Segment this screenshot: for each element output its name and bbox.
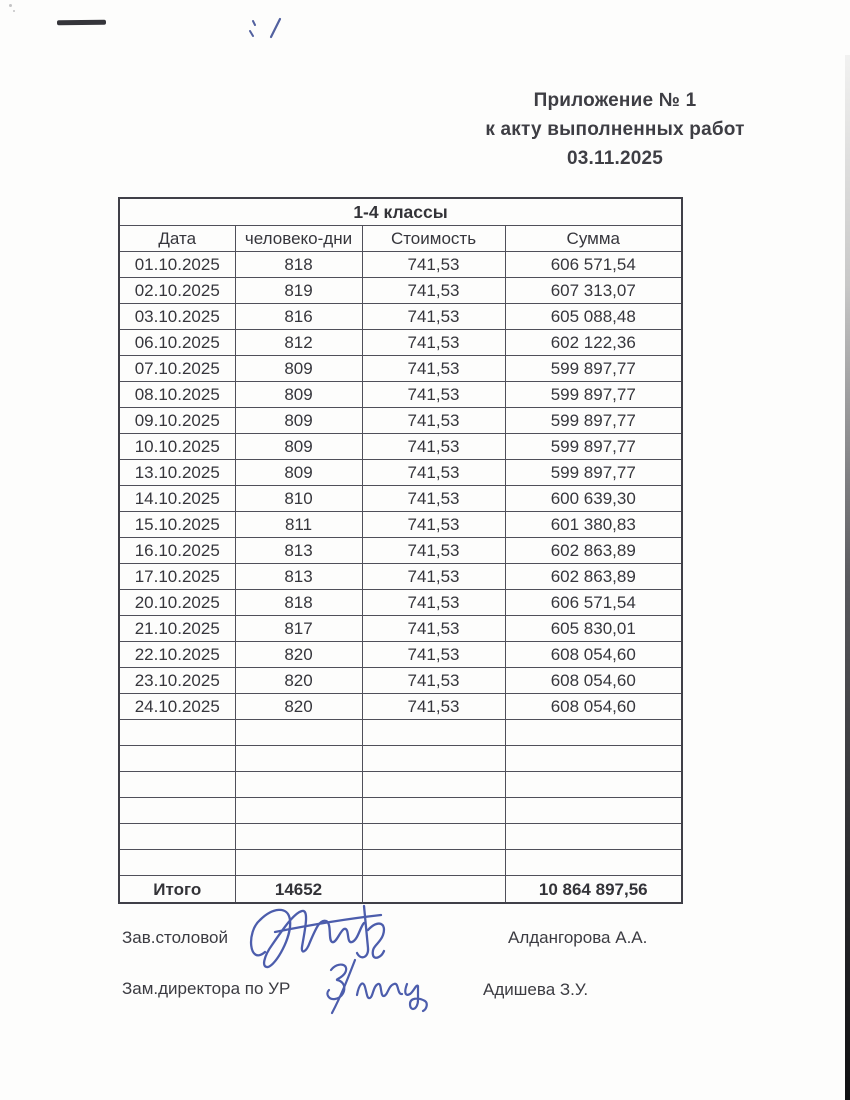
scan-artifact-black-line [57,20,106,26]
table-cell: 741,53 [362,434,505,460]
table-empty-cell [119,824,235,850]
column-header: человеко-дни [235,226,362,252]
table-row [119,278,682,304]
table-cell: 741,53 [362,304,505,330]
table-header-row [119,226,682,252]
table-empty-cell [119,720,235,746]
table-cell: 602 863,89 [505,564,682,590]
table-cell: 599 897,77 [505,382,682,408]
table-cell: 608 054,60 [505,668,682,694]
table-cell: 608 054,60 [505,642,682,668]
table-cell: 17.10.2025 [119,564,235,590]
table-cell: 741,53 [362,564,505,590]
table-empty-cell [119,850,235,876]
scan-speck [9,4,12,7]
table-empty-cell [362,772,505,798]
table-cell: 605 088,48 [505,304,682,330]
header-line-act: к акту выполненных работ [485,119,745,140]
table-row [119,512,682,538]
table-cell: 03.10.2025 [119,304,235,330]
header-line-appendix: Приложение № 1 [533,90,697,111]
scan-artifact-right-edge [845,55,850,1100]
table-cell: 07.10.2025 [119,356,235,382]
table-cell: 741,53 [362,278,505,304]
table-cell: 02.10.2025 [119,278,235,304]
table-cell: 23.10.2025 [119,668,235,694]
table-empty-cell [362,720,505,746]
column-header: Дата [119,226,235,252]
table-cell: 741,53 [362,616,505,642]
table-cell: 599 897,77 [505,434,682,460]
table-empty-row [119,746,682,772]
table-cell: 08.10.2025 [119,382,235,408]
table-empty-cell [362,798,505,824]
table-cell: 741,53 [362,408,505,434]
table-cell: 599 897,77 [505,408,682,434]
signature-role-2: Зам.директора по УР [122,979,291,998]
document-header [440,86,790,173]
table-cell: 819 [235,278,362,304]
scan-speck [13,10,15,12]
table-empty-cell [505,824,682,850]
table-cell: 809 [235,460,362,486]
table-cell: 741,53 [362,382,505,408]
table-cell: 599 897,77 [505,356,682,382]
table-cell: 607 313,07 [505,278,682,304]
table-cell: 741,53 [362,590,505,616]
table-cell: 810 [235,486,362,512]
act-table [118,197,683,904]
table-empty-row [119,798,682,824]
table-cell: 741,53 [362,330,505,356]
table-cell: 606 571,54 [505,252,682,278]
table-title-row [119,198,682,226]
table-cell: 809 [235,356,362,382]
table-empty-cell [505,798,682,824]
table-empty-cell [362,746,505,772]
table-cell: 741,53 [362,668,505,694]
table-empty-cell [235,720,362,746]
table-cell: 602 863,89 [505,538,682,564]
table-cell: 741,53 [362,642,505,668]
table-row [119,486,682,512]
table-empty-cell [362,850,505,876]
table-cell: 741,53 [362,512,505,538]
table-cell: 809 [235,434,362,460]
table-cell: 820 [235,642,362,668]
table-cell: 741,53 [362,252,505,278]
table-cell: 809 [235,382,362,408]
signature-role-1: Зав.столовой [122,928,229,947]
table-empty-cell [235,824,362,850]
table-total-row [119,876,682,904]
table-cell: 741,53 [362,460,505,486]
table-cell: 605 830,01 [505,616,682,642]
total-label-cell: Итого [119,876,235,904]
table-empty-cell [505,772,682,798]
table-row [119,564,682,590]
table-cell: 10.10.2025 [119,434,235,460]
table-cell: 811 [235,512,362,538]
table-cell: 24.10.2025 [119,694,235,720]
table-cell: 812 [235,330,362,356]
table-row [119,642,682,668]
table-cell: 13.10.2025 [119,460,235,486]
table-row [119,434,682,460]
table-empty-cell [235,798,362,824]
table-cell: 06.10.2025 [119,330,235,356]
table-cell: 20.10.2025 [119,590,235,616]
table-cell: 606 571,54 [505,590,682,616]
table-container [118,197,683,904]
table-cell: 599 897,77 [505,460,682,486]
table-cell: 820 [235,668,362,694]
table-row [119,382,682,408]
table-cell: 820 [235,694,362,720]
table-row [119,356,682,382]
table-cell: 608 054,60 [505,694,682,720]
table-title-cell: 1-4 классы [119,198,682,226]
table-cell: 601 380,83 [505,512,682,538]
table-cell: 809 [235,408,362,434]
pen-marks-icon [243,16,291,42]
table-row [119,304,682,330]
table-cell: 21.10.2025 [119,616,235,642]
table-row [119,668,682,694]
table-empty-cell [119,772,235,798]
table-cell: 16.10.2025 [119,538,235,564]
table-row [119,616,682,642]
table-row [119,590,682,616]
table-empty-row [119,850,682,876]
total-sum-cell: 10 864 897,56 [505,876,682,904]
table-cell: 816 [235,304,362,330]
table-empty-cell [119,746,235,772]
table-cell: 09.10.2025 [119,408,235,434]
signature-name-2: Адишева З.У. [483,980,589,999]
handwritten-signature-2-icon [305,956,441,1018]
table-cell: 600 639,30 [505,486,682,512]
table-empty-cell [235,746,362,772]
table-cell: 15.10.2025 [119,512,235,538]
table-cell: 602 122,36 [505,330,682,356]
table-row [119,408,682,434]
table-cell: 741,53 [362,356,505,382]
header-line-date: 03.11.2025 [566,148,664,169]
table-empty-row [119,824,682,850]
table-cell: 22.10.2025 [119,642,235,668]
table-empty-cell [505,850,682,876]
table-row [119,252,682,278]
table-row [119,694,682,720]
table-cell: 818 [235,590,362,616]
table-empty-cell [505,720,682,746]
table-cell: 813 [235,538,362,564]
table-empty-row [119,772,682,798]
table-cell: 741,53 [362,538,505,564]
table-empty-cell [235,772,362,798]
table-cell: 813 [235,564,362,590]
column-header: Сумма [505,226,682,252]
table-row [119,460,682,486]
table-empty-row [119,720,682,746]
table-empty-cell [362,824,505,850]
table-cell: 818 [235,252,362,278]
table-row [119,330,682,356]
table-empty-cell [235,850,362,876]
table-cell: 741,53 [362,486,505,512]
total-mandays-cell: 14652 [235,876,362,904]
table-row [119,538,682,564]
signature-name-1: Алдангорова А.А. [508,928,648,947]
table-empty-cell [119,798,235,824]
table-cell: 01.10.2025 [119,252,235,278]
table-empty-cell [505,746,682,772]
table-cell: 741,53 [362,694,505,720]
table-cell: 14.10.2025 [119,486,235,512]
table-cell: 817 [235,616,362,642]
column-header: Стоимость [362,226,505,252]
